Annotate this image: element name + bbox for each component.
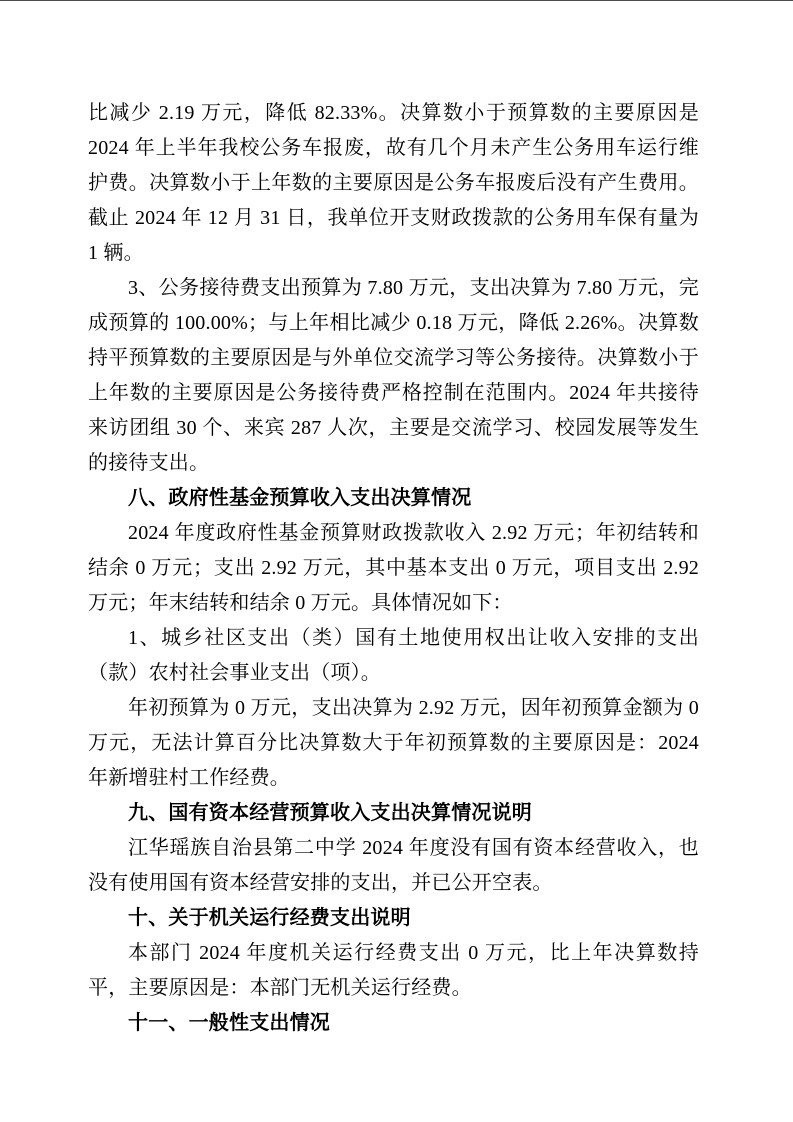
heading-section-8-government-fund-budget: 八、政府性基金预算收入支出决算情况	[128, 487, 472, 509]
page-top-edge	[0, 0, 793, 1]
heading-section-9-state-capital-operation: 九、国有资本经营预算收入支出决算情况说明	[128, 802, 532, 824]
paragraph-urban-rural-community-expenditure: 1、城乡社区支出（类）国有土地使用权出让收入安排的支出（款）农村社会事业支出（项）。	[88, 627, 699, 684]
paragraph-official-reception-expense: 3、公务接待费支出预算为 7.80 万元，支出决算为 7.80 万元，完成预算的 100.00%；与上年相比减少 0.18 万元，降低 2.26%。决算数持平预算数的主要原因是与外单位交流学习等公务接待。决算数小于上年数的主要原因是公务接待费严格控制在范围内。2024 年共接待来访团组 30 个、来宾 287 人次，主要是交流学习、校园发展等发生的接待支出。	[88, 277, 699, 474]
paragraph-initial-budget-explanation: 年初预算为 0 万元，支出决算为 2.92 万元，因年初预算金额为 0 万元，无法计算百分比决算数大于年初预算数的主要原因是：2024 年新增驻村工作经费。	[88, 697, 699, 789]
paragraph-government-fund-budget-overview: 2024 年度政府性基金预算财政拨款收入 2.92 万元；年初结转和结余 0 万元；支出 2.92 万元，其中基本支出 0 万元，项目支出 2.92 万元；年末结转和结余 0 万元。具体情况如下：	[88, 522, 699, 614]
paragraph-agency-operating-expense: 本部门 2024 年度机关运行经费支出 0 万元，比上年决算数持平，主要原因是：本部门无机关运行经费。	[88, 942, 699, 999]
heading-section-11-general-expenditure: 十一、一般性支出情况	[128, 1012, 330, 1034]
paragraph-state-capital-no-income: 江华瑶族自治县第二中学 2024 年度没有国有资本经营收入，也没有使用国有资本经营安排的支出，并已公开空表。	[88, 837, 699, 894]
heading-section-10-agency-operating-expense: 十、关于机关运行经费支出说明	[128, 907, 411, 929]
paragraph-vehicle-cost-continuation: 比减少 2.19 万元，降低 82.33%。决算数小于预算数的主要原因是 2024 年上半年我校公务车报废，故有几个月未产生公务用车运行维护费。决算数小于上年数的主要原因是公务车报废后没有产生费用。截止 2024 年 12 月 31 日，我单位开支财政拨款的公务用车保有量为 1 辆。	[88, 102, 699, 264]
